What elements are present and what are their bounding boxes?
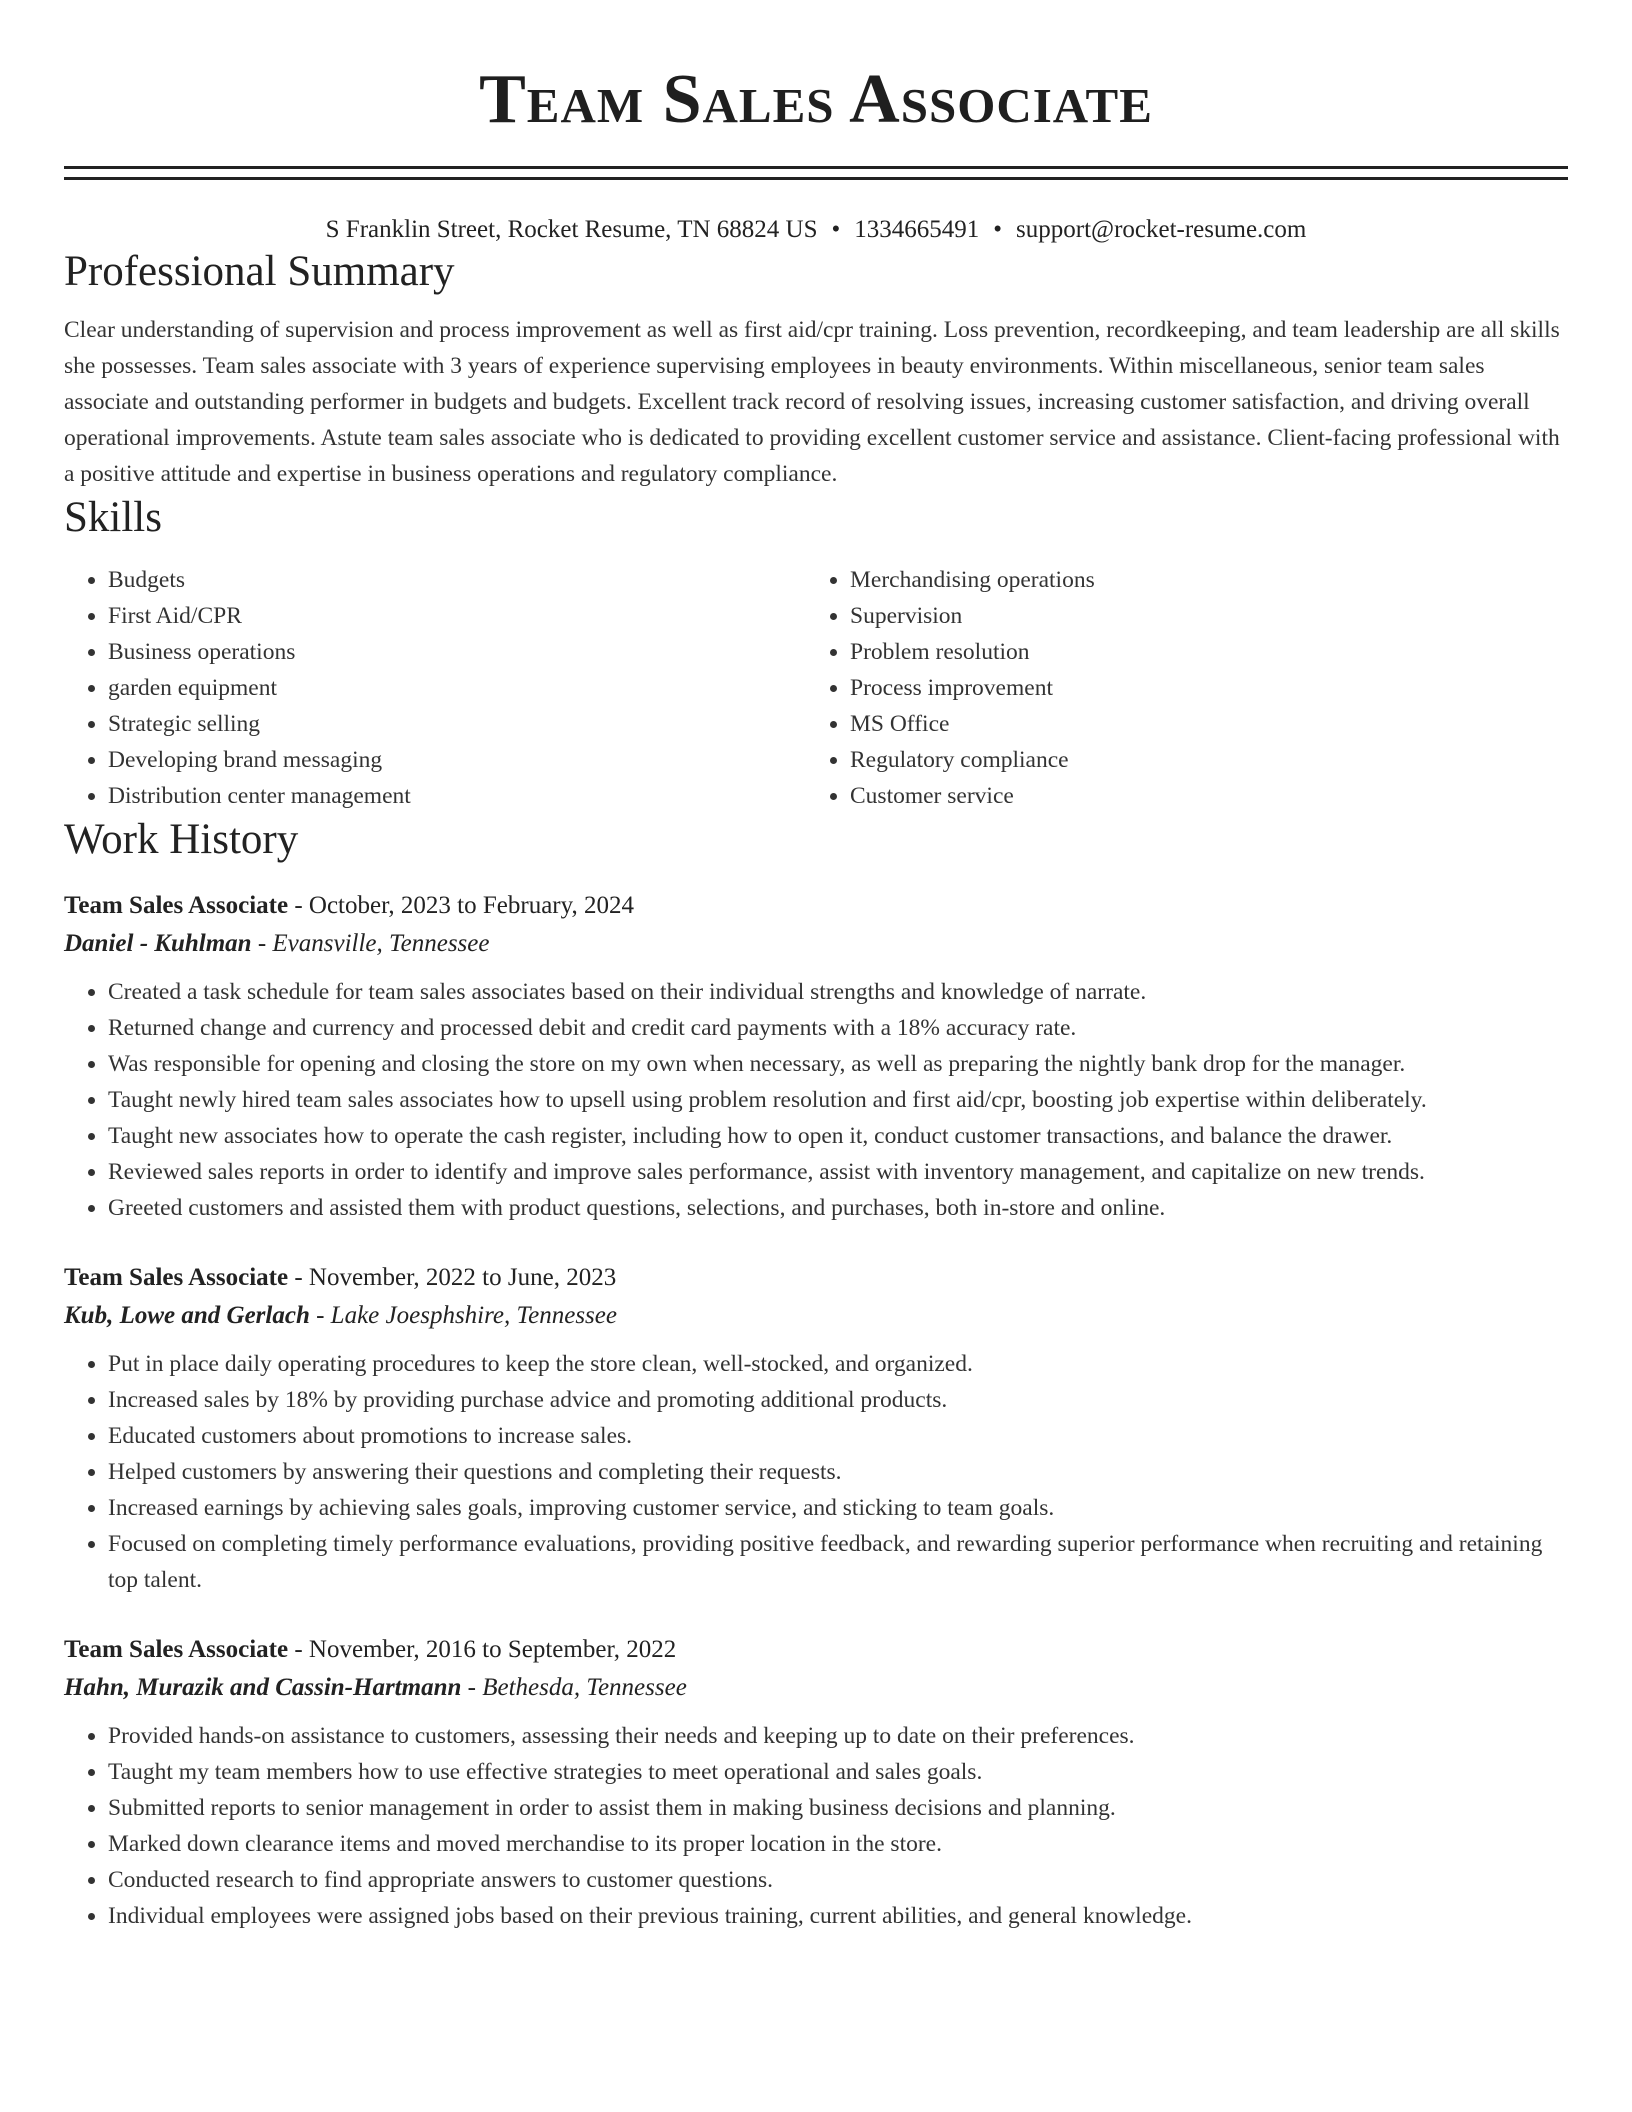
- skill-item: • Customer service: [850, 778, 1548, 814]
- job-bullets: [64, 1718, 1568, 1934]
- job-entry: [64, 888, 1568, 1226]
- skill-item: • Budgets: [108, 562, 806, 598]
- job-dates: - November, 2016 to September, 2022: [288, 1636, 677, 1663]
- job-bullet: • Educated customers about promotions to increase sales.: [108, 1418, 1568, 1454]
- skill-item: • Problem resolution: [850, 634, 1548, 670]
- job-bullet: • Submitted reports to senior management in order to assist them in making business decisions and planning.: [108, 1790, 1568, 1826]
- job-title-line: [64, 888, 1568, 924]
- contact-separator: •: [831, 216, 841, 243]
- title-double-rule: [64, 166, 1568, 180]
- skills-list-left: [64, 562, 806, 814]
- skill-item: • First Aid/CPR: [108, 598, 806, 634]
- job-bullet: • Provided hands-on assistance to customers, assessing their needs and keeping up to date on their preferences.: [108, 1718, 1568, 1754]
- job-entry: [64, 1632, 1568, 1934]
- job-bullet: • Taught newly hired team sales associates how to upsell using problem resolution and first aid/cpr, boosting job expertise within deliberately.: [108, 1082, 1568, 1118]
- job-bullet: • Reviewed sales reports in order to identify and improve sales performance, assist with inventory management, and capitalize on new trends.: [108, 1154, 1568, 1190]
- employer-name: Hahn, Murazik and Cassin-Hartmann: [64, 1674, 462, 1701]
- employer-line: [64, 924, 1568, 964]
- skills-heading: Skills: [64, 494, 162, 541]
- skill-item: • Regulatory compliance: [850, 742, 1548, 778]
- job-bullet: • Increased earnings by achieving sales goals, improving customer service, and sticking to team goals.: [108, 1490, 1568, 1526]
- skill-item: • Strategic selling: [108, 706, 806, 742]
- employer-line: [64, 1668, 1568, 1708]
- job-bullet: • Individual employees were assigned jobs based on their previous training, current abilities, and general knowledge.: [108, 1898, 1568, 1934]
- employer-line: [64, 1296, 1568, 1336]
- skill-item: • Business operations: [108, 634, 806, 670]
- employer-location: - Bethesda, Tennessee: [461, 1674, 687, 1701]
- job-role: Team Sales Associate: [64, 1636, 289, 1663]
- job-entry: [64, 1260, 1568, 1598]
- contact-address: S Franklin Street, Rocket Resume, TN 68824 US: [325, 216, 818, 243]
- job-title-line: [64, 1260, 1568, 1296]
- job-bullet: • Returned change and currency and processed debit and credit card payments with a 18% accuracy rate.: [108, 1010, 1568, 1046]
- skill-item: • Distribution center management: [108, 778, 806, 814]
- resume-title: Team Sales Associate: [479, 61, 1153, 138]
- job-bullet: • Helped customers by answering their questions and completing their requests.: [108, 1454, 1568, 1490]
- skills-list-right: [806, 562, 1548, 814]
- contact-line: [64, 214, 1568, 246]
- job-bullet: • Created a task schedule for team sales associates based on their individual strengths and knowledge of narrate.: [108, 974, 1568, 1010]
- skill-item: • Merchandising operations: [850, 562, 1548, 598]
- contact-phone: 1334665491: [854, 216, 980, 243]
- job-bullet: • Greeted customers and assisted them with product questions, selections, and purchases, both in-store and online.: [108, 1190, 1568, 1226]
- summary-heading: Professional Summary: [64, 248, 455, 295]
- skill-item: • Process improvement: [850, 670, 1548, 706]
- job-dates: - October, 2023 to February, 2024: [288, 892, 634, 919]
- employer-name: Daniel - Kuhlman: [64, 930, 252, 957]
- job-role: Team Sales Associate: [64, 1264, 289, 1291]
- job-bullets: [64, 974, 1568, 1226]
- job-dates: - November, 2022 to June, 2023: [288, 1264, 617, 1291]
- skill-item: • MS Office: [850, 706, 1548, 742]
- job-bullet: • Focused on completing timely performance evaluations, providing positive feedback, and rewarding superior performance when recruiting and retaining top talent.: [108, 1526, 1568, 1598]
- skill-item: • garden equipment: [108, 670, 806, 706]
- job-bullets: [64, 1346, 1568, 1598]
- job-bullet: • Taught new associates how to operate the cash register, including how to open it, conduct customer transactions, and balance the drawer.: [108, 1118, 1568, 1154]
- job-bullet: • Put in place daily operating procedures to keep the store clean, well-stocked, and organized.: [108, 1346, 1568, 1382]
- contact-separator: •: [993, 216, 1003, 243]
- skill-item: • Supervision: [850, 598, 1548, 634]
- skills-grid: [64, 562, 1568, 814]
- contact-email: support@rocket-resume.com: [1016, 216, 1307, 243]
- job-bullet: • Increased sales by 18% by providing purchase advice and promoting additional products.: [108, 1382, 1568, 1418]
- employer-location: - Lake Joesphshire, Tennessee: [309, 1302, 617, 1329]
- job-role: Team Sales Associate: [64, 892, 289, 919]
- job-title-line: [64, 1632, 1568, 1668]
- skill-item: • Developing brand messaging: [108, 742, 806, 778]
- employer-location: - Evansville, Tennessee: [251, 930, 490, 957]
- employer-name: Kub, Lowe and Gerlach: [64, 1302, 310, 1329]
- job-bullet: • Marked down clearance items and moved merchandise to its proper location in the store.: [108, 1826, 1568, 1862]
- work-history-heading: Work History: [64, 816, 299, 863]
- summary-text: Clear understanding of supervision and process improvement as well as first aid/cpr training. Loss prevention, recordkeeping, and team leadership are all skills she possesses. Team sales associate with 3 years of experience supervising employees in beauty environments. Within miscellaneous, senior team sales associate and outstanding performer in budgets and budgets. Excellent track record of resolving issues, increasing customer satisfaction, and driving overall operational improvements. Astute team sales associate who is dedicated to providing excellent customer service and assistance. Client-facing professional with a positive attitude and expertise in business operations and regulatory compliance.: [64, 317, 1560, 487]
- job-bullet: • Was responsible for opening and closing the store on my own when necessary, as well as preparing the nightly bank drop for the manager.: [108, 1046, 1568, 1082]
- job-bullet: • Taught my team members how to use effective strategies to meet operational and sales goals.: [108, 1754, 1568, 1790]
- job-bullet: • Conducted research to find appropriate answers to customer questions.: [108, 1862, 1568, 1898]
